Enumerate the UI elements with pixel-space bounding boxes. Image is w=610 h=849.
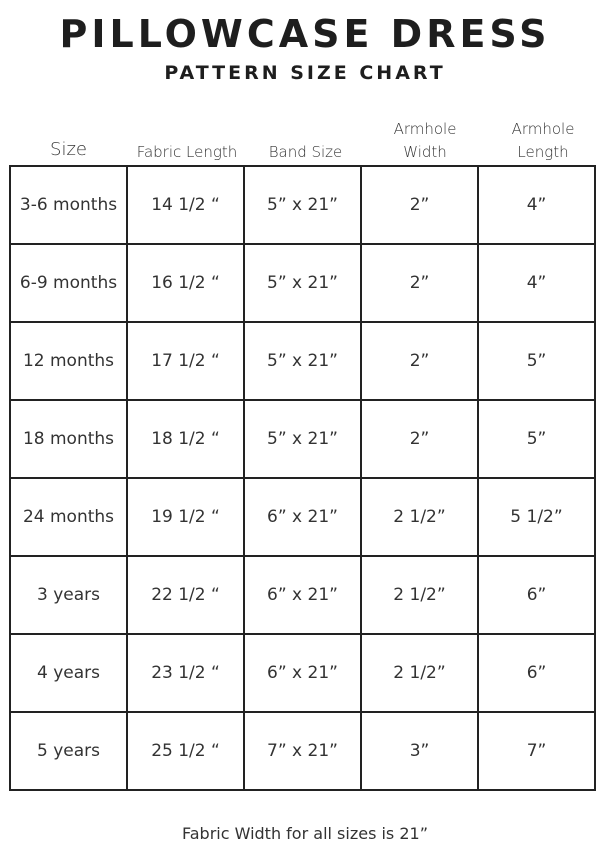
cell-size: 3-6 months	[10, 166, 127, 244]
cell-armhole-width: 2”	[361, 166, 478, 244]
cell-armhole-length: 4”	[478, 244, 595, 322]
cell-armhole-length: 5”	[478, 400, 595, 478]
cell-band-size: 5” x 21”	[244, 244, 361, 322]
cell-size: 4 years	[10, 634, 127, 712]
table-row	[10, 556, 595, 634]
header-fabric-length: Fabric Length	[136, 143, 238, 161]
cell-armhole-length: 5”	[478, 322, 595, 400]
cell-armhole-length: 7”	[478, 712, 595, 790]
cell-armhole-length: 5 1/2”	[478, 478, 595, 556]
header-armhole-length: Armhole Length	[511, 120, 575, 161]
cell-armhole-width: 2”	[361, 244, 478, 322]
footer-note: Fabric Width for all sizes is 21”	[182, 824, 428, 843]
cell-band-size: 6” x 21”	[244, 556, 361, 634]
cell-armhole-width: 3”	[361, 712, 478, 790]
cell-band-size: 7” x 21”	[244, 712, 361, 790]
cell-size: 18 months	[10, 400, 127, 478]
cell-band-size: 6” x 21”	[244, 634, 361, 712]
table-row	[10, 634, 595, 712]
table-row	[10, 400, 595, 478]
cell-band-size: 5” x 21”	[244, 322, 361, 400]
cell-band-size: 6” x 21”	[244, 478, 361, 556]
size-table	[9, 165, 596, 791]
cell-band-size: 5” x 21”	[244, 166, 361, 244]
cell-size: 12 months	[10, 322, 127, 400]
table-row	[10, 712, 595, 790]
header-band-size: Band Size	[268, 143, 343, 161]
cell-fabric-length: 17 1/2 “	[127, 322, 244, 400]
header-armhole-width: Armhole Width	[393, 120, 457, 161]
cell-size: 5 years	[10, 712, 127, 790]
table-row	[10, 166, 595, 244]
cell-armhole-width: 2”	[361, 322, 478, 400]
cell-armhole-length: 6”	[478, 634, 595, 712]
cell-size: 6-9 months	[10, 244, 127, 322]
cell-size: 3 years	[10, 556, 127, 634]
cell-armhole-width: 2”	[361, 400, 478, 478]
table-row	[10, 478, 595, 556]
header-size: Size	[50, 139, 87, 160]
cell-armhole-width: 2 1/2”	[361, 556, 478, 634]
table-row	[10, 244, 595, 322]
page-subtitle: PATTERN SIZE CHART	[164, 62, 446, 84]
cell-fabric-length: 14 1/2 “	[127, 166, 244, 244]
table-row	[10, 322, 595, 400]
cell-fabric-length: 16 1/2 “	[127, 244, 244, 322]
cell-band-size: 5” x 21”	[244, 400, 361, 478]
cell-fabric-length: 23 1/2 “	[127, 634, 244, 712]
cell-fabric-length: 25 1/2 “	[127, 712, 244, 790]
cell-fabric-length: 18 1/2 “	[127, 400, 244, 478]
cell-fabric-length: 19 1/2 “	[127, 478, 244, 556]
cell-armhole-width: 2 1/2”	[361, 634, 478, 712]
cell-size: 24 months	[10, 478, 127, 556]
cell-armhole-length: 6”	[478, 556, 595, 634]
cell-armhole-width: 2 1/2”	[361, 478, 478, 556]
cell-fabric-length: 22 1/2 “	[127, 556, 244, 634]
page-title: PILLOWCASE DRESS	[59, 12, 551, 56]
cell-armhole-length: 4”	[478, 166, 595, 244]
